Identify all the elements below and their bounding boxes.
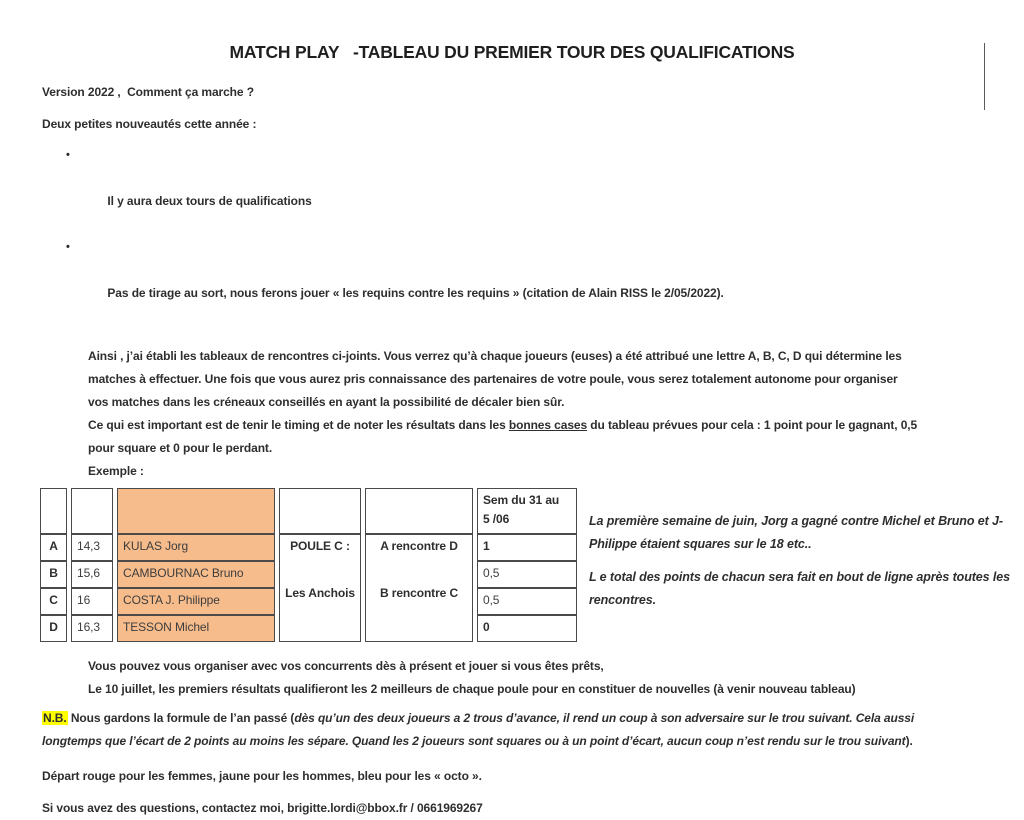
- version-line: Version 2022 , Comment ça marche ?: [42, 85, 254, 99]
- poule-label: POULE C :: [290, 539, 350, 553]
- explanation-line: matches à effectuer. Une fois que vous aurez pris connaissance des partenaires de votre poule, vous serez totalement autonome pour organiser: [88, 372, 898, 386]
- contact-line: Si vous avez des questions, contactez moi, brigitte.lordi@bbox.fr / 0661969267: [42, 801, 483, 815]
- nb-line1: [42, 707, 1024, 730]
- depart-line: Départ rouge pour les femmes, jaune pour les hommes, bleu pour les « octo ».: [42, 769, 482, 783]
- nb-italic2: longtemps que l’écart de 2 points au moins les sépare. Quand les 2 joueurs sont squares ou à un point d’écart, aucun coup n’est rendu sur le trou suivant: [42, 734, 906, 748]
- after-table-line: Le 10 juillet, les premiers résultats qualifieront les 2 meilleurs de chaque poule pour en constituer de nouvelles (à venir nouveau tableau): [88, 682, 856, 696]
- timing-line2: pour square et 0 pour le perdant.: [88, 441, 273, 455]
- bullet-item: [66, 144, 1024, 236]
- bullet-icon: •: [66, 149, 70, 161]
- news-line: Deux petites nouveautés cette année :: [42, 117, 257, 131]
- timing-post: du tableau prévues pour cela : 1 point pour le gagnant, 0,5: [587, 418, 918, 432]
- side-note-line: rencontres.: [589, 593, 656, 607]
- week-header-cell: [477, 488, 577, 534]
- bullet-list: [66, 144, 1024, 328]
- after-table-line: Vous pouvez vous organiser avec vos concurrents dès à présent et jouer si vous êtes prêts,: [88, 659, 604, 673]
- handicap-header-cell: [71, 488, 113, 534]
- table-header-row: [40, 488, 577, 534]
- bullet-icon: •: [66, 241, 70, 253]
- bullet-text: Pas de tirage au sort, nous ferons jouer « les requins contre les requins » (citation de Alain RISS le 2/05/2022).: [107, 286, 724, 300]
- timing-underlined: bonnes cases: [508, 418, 588, 432]
- nb-italic1: dès qu’un des deux joueurs a 2 trous d’avance, il rend un coup à son adversaire sur le trou suivant. Cela aussi: [294, 711, 915, 725]
- result-cell: 0,5: [477, 561, 577, 588]
- rencontre-line1: A rencontre D: [380, 539, 458, 553]
- result-cell: 0,5: [477, 588, 577, 615]
- explanation-line: Ainsi , j’ai établi les tableaux de rencontres ci-joints. Vous verrez qu’à chaque joueurs (euses) a été attribué une lettre A, B, C, D qui détermine les: [88, 349, 902, 363]
- nb-highlight: N.B.: [43, 711, 67, 725]
- example-poule-table: [36, 488, 581, 642]
- week-header-line1: Sem du 31 au: [483, 493, 560, 507]
- timing-pre: Ce qui est important est de tenir le timing et de noter les résultats dans les: [88, 418, 509, 432]
- after-table-paragraph: [88, 655, 1024, 701]
- nb-post: ).: [905, 734, 913, 748]
- side-note-gap: [589, 556, 1010, 566]
- name-header-cell: [117, 488, 275, 534]
- letter-cell: C: [40, 588, 67, 615]
- nb-line2: [42, 730, 1024, 753]
- margin-mark-line: [984, 43, 985, 110]
- week-header-line2: 5 /06: [483, 512, 510, 526]
- example-section: [36, 488, 1024, 642]
- poule-merged-cell: [279, 534, 361, 642]
- side-note-line: Philippe étaient squares sur le 18 etc..: [589, 537, 812, 551]
- example-label: Exemple :: [88, 464, 144, 478]
- letter-cell: D: [40, 615, 67, 642]
- poule-header-cell: [279, 488, 361, 534]
- letter-cell: A: [40, 534, 67, 561]
- result-cell: 0: [477, 615, 577, 642]
- letter-cell: B: [40, 561, 67, 588]
- handicap-cell: 16: [71, 588, 113, 615]
- side-note-line: La première semaine de juin, Jorg a gagné contre Michel et Bruno et J-: [589, 514, 1003, 528]
- handicap-cell: 14,3: [71, 534, 113, 561]
- page-title: MATCH PLAY -TABLEAU DU PREMIER TOUR DES QUALIFICATIONS: [229, 42, 795, 62]
- rencontre-header-cell: [365, 488, 473, 534]
- handicap-cell: 16,3: [71, 615, 113, 642]
- side-note-line: L e total des points de chacun sera fait en bout de ligne après toutes les: [589, 570, 1010, 584]
- nb-pre: Nous gardons la formule de l’an passé (: [67, 711, 295, 725]
- player-name-cell: TESSON Michel: [117, 615, 275, 642]
- nb-paragraph: [42, 707, 1024, 753]
- player-name-cell: COSTA J. Philippe: [117, 588, 275, 615]
- explanation-line: vos matches dans les créneaux conseillés en ayant la possibilité de décaler bien sûr.: [88, 395, 565, 409]
- bullet-text: Il y aura deux tours de qualifications: [107, 194, 312, 208]
- bullet-item: [66, 236, 1024, 328]
- result-cell: 1: [477, 534, 577, 561]
- poule-name: Les Anchois: [285, 586, 355, 600]
- rencontre-gap: [371, 556, 467, 584]
- explanation-paragraph: [88, 345, 1024, 483]
- table-row: [40, 534, 577, 561]
- handicap-cell: 15,6: [71, 561, 113, 588]
- letter-header-cell: [40, 488, 67, 534]
- player-name-cell: CAMBOURNAC Bruno: [117, 561, 275, 588]
- poule-gap: [285, 556, 355, 584]
- rencontre-merged-cell: [365, 534, 473, 642]
- timing-line: [88, 414, 1024, 437]
- rencontre-line2: B rencontre C: [379, 586, 459, 600]
- side-note: [589, 488, 1010, 612]
- player-name-cell: KULAS Jorg: [117, 534, 275, 561]
